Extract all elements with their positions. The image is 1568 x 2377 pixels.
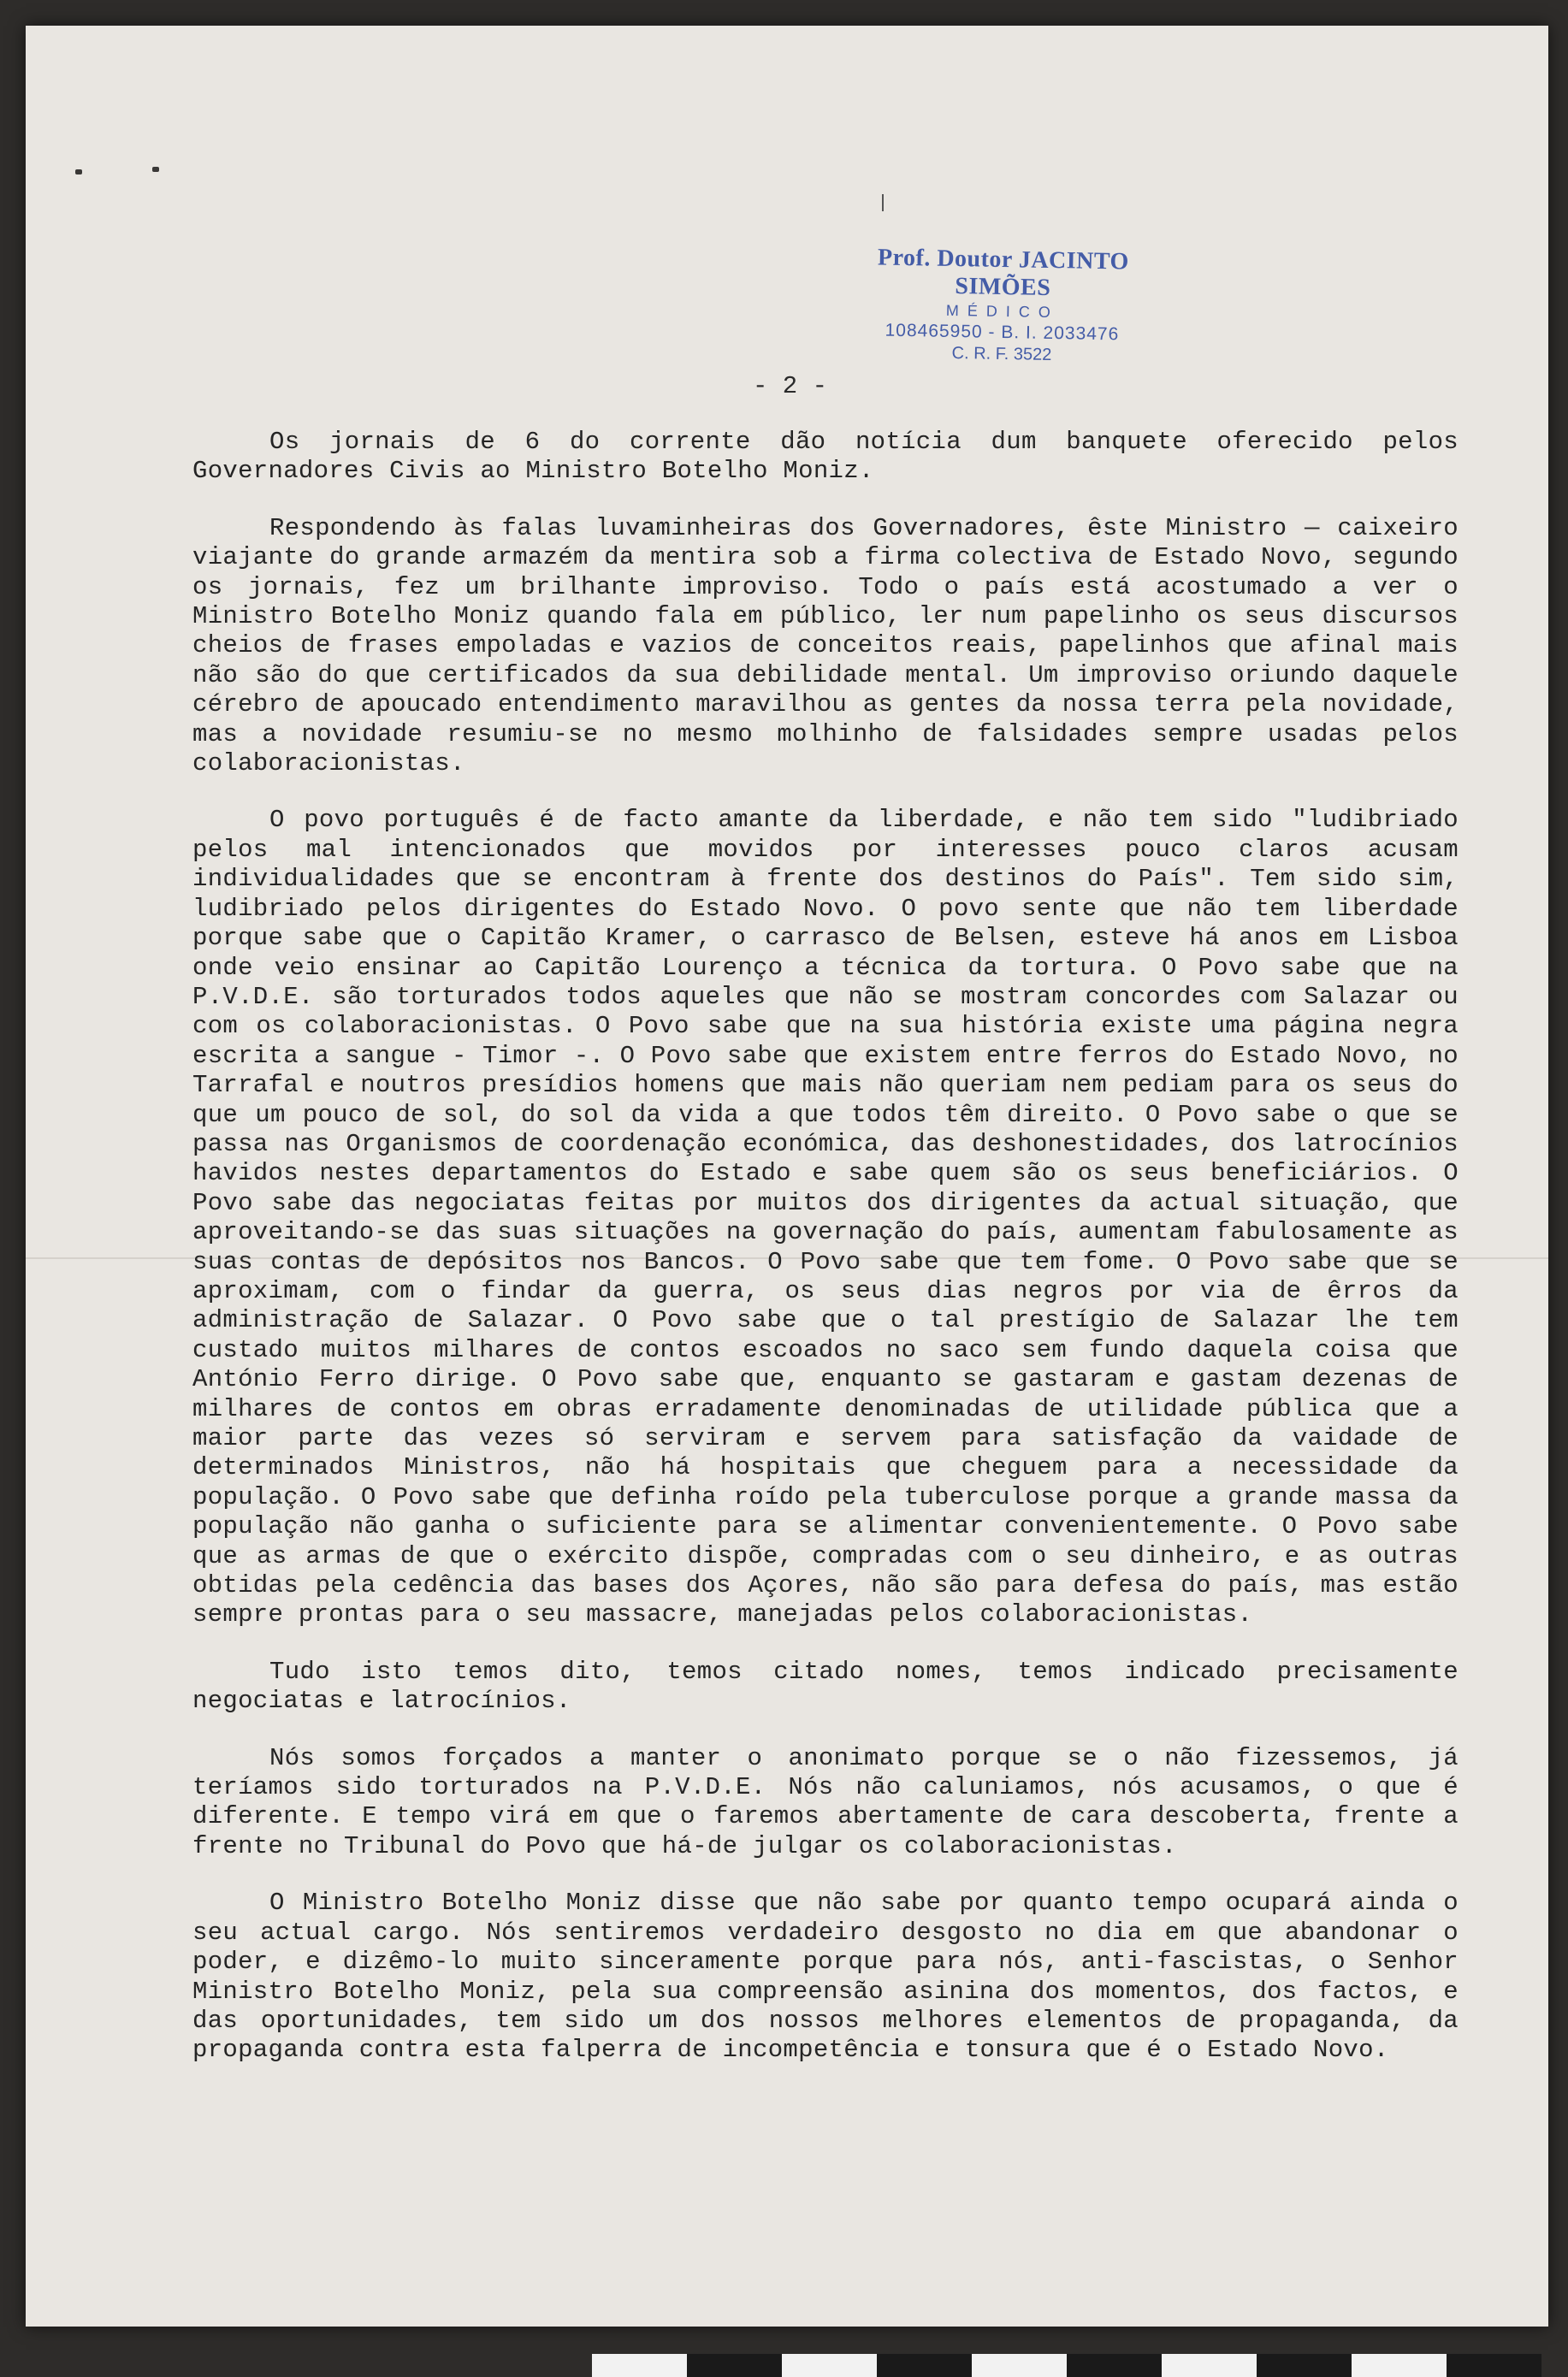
scan-scale-bar xyxy=(592,2354,1541,2377)
scale-segment xyxy=(1067,2354,1162,2377)
typed-letter-body xyxy=(192,428,1459,2093)
paragraph: Nós somos forçados a manter o anonimato porque se o não fizessemos, já teríamos sido torturados na P.V.D.E. Nós não caluniamos, nós acusamos, o que é diferente. E tempo virá em que o faremos abertamente de cara descoberta, frente a frente no Tribunal do Povo que há-de julgar os colaboracionistas. xyxy=(192,1743,1459,1860)
doctor-stamp xyxy=(839,244,1166,368)
stamp-name: Prof. Doutor JACINTO SIMÕES xyxy=(877,244,1130,301)
paragraph: O Ministro Botelho Moniz disse que não sabe por quanto tempo ocupará ainda o seu actual cargo. Nós sentiremos verdadeiro desgosto no dia em que abandonar o poder, e dizêmo-lo muito sinceramente porque para nós, anti-fascistas, o Senhor Ministro Botelho Moniz, pela sua compreensão asinina dos momentos, dos factos, e das oportunidades, tem sido um dos nossos melhores elementos de propaganda, da propaganda contra esta falperra de incompetência e tonsura que é o Estado Novo. xyxy=(192,1889,1459,2065)
scale-segment xyxy=(592,2354,687,2377)
punch-mark xyxy=(152,167,159,172)
paragraph: Os jornais de 6 do corrente dão notícia dum banquete oferecido pelos Governadores Civis ao Ministro Botelho Moniz. xyxy=(192,428,1459,486)
paragraph: Tudo isto temos dito, temos citado nomes, temos indicado precisamente negociatas e latrocínios. xyxy=(192,1657,1459,1716)
page-number: - 2 - xyxy=(753,372,828,400)
stamp-title: MÉDICO xyxy=(945,301,1060,322)
stamp-crf: C. R. F. 3522 xyxy=(951,343,1052,365)
scale-segment xyxy=(687,2354,782,2377)
stamp-ids: 108465950 - B. I. 2033476 xyxy=(885,320,1120,345)
scale-segment xyxy=(877,2354,972,2377)
scale-segment xyxy=(1257,2354,1352,2377)
paragraph: Respondendo às falas luvaminheiras dos Governadores, êste Ministro — caixeiro viajante do grande armazém da mentira sob a firma colectiva de Estado Novo, segundo os jornais, fez um brilhante improviso. Todo o país está acostumado a ver o Ministro Botelho Moniz quando fala em público, ler num papelinho os seus discursos cheios de frases empoladas e vazios de conceitos reais, papelinhos que afinal mais não são do que certificados da sua debilidade mental. Um improviso oriundo daquele cérebro de apoucado entendimento maravilhou as gentes da nossa terra pela novidade, mas a novidade resumiu-se no mesmo molhinho de falsidades sempre usadas pelos colaboracionistas. xyxy=(192,513,1459,778)
punch-mark xyxy=(75,169,82,174)
ink-mark xyxy=(882,194,884,211)
scale-segment xyxy=(1162,2354,1257,2377)
scale-segment xyxy=(1447,2354,1541,2377)
scale-segment xyxy=(1352,2354,1447,2377)
paragraph: O povo português é de facto amante da liberdade, e não tem sido "ludibriado pelos mal intencionados que movidos por interesses pouco claros acusam individualidades que se encontram à frente dos destinos do País". Tem sido sim, ludibriado pelos dirigentes do Estado Novo. O povo sente que não tem liberdade porque sabe que o Capitão Kramer, o carrasco de Belsen, esteve há anos em Lisboa onde veio ensinar ao Capitão Lourenço a técnica da tortura. O Povo sabe que na P.V.D.E. são torturados todos aqueles que não se mostram concordes com Salazar ou com os colaboracionistas. O Povo sabe que na sua história existe uma página negra escrita a sangue - Timor -. O Povo sabe que existem entre ferros do Estado Novo, no Tarrafal e noutros presídios homens que mais não queriam nem pediam para os seus do que um pouco de sol, do sol da vida a que todos têm direito. O Povo sabe o que se passa nas Organismos de coordenação económica, das deshonestidades, dos latrocínios havidos nestes departamentos do Estado e sabe quem são os seus beneficiários. O Povo sabe das negociatas feitas por muitos dos dirigentes da actual situação, que aproveitando-se das suas situações na governação do país, aumentam fabulosamente as suas contas de depósitos nos Bancos. O Povo sabe que tem fome. O Povo sabe que se aproximam, com o findar da guerra, os seus dias negros por via de êrros da administração de Salazar. O Povo sabe que o tal prestígio de Salazar lhe tem custado muitos milhares de contos escoados no saco sem fundo daquela coisa que António Ferro dirige. O Povo sabe que, enquanto se gastaram e gastam dezenas de milhares de contos em obras erradamente denominadas de utilidade pública que a maior parte das vezes só serviram e servem para satisfação da vaidade de determinados Ministros, não há hospitais que cheguem para a necessidade da população. O Povo sabe que definha roído pela tuberculose porque a grande massa da população não ganha o suficiente para se alimentar convenientemente. O Povo sabe que as armas de que o exército dispõe, compradas com o seu dinheiro, e as outras obtidas pela cedência das bases dos Açores, não são para defesa do país, mas estão sempre prontas para o seu massacre, manejadas pelos colaboracionistas. xyxy=(192,806,1459,1629)
scale-segment xyxy=(782,2354,877,2377)
scale-segment xyxy=(972,2354,1067,2377)
